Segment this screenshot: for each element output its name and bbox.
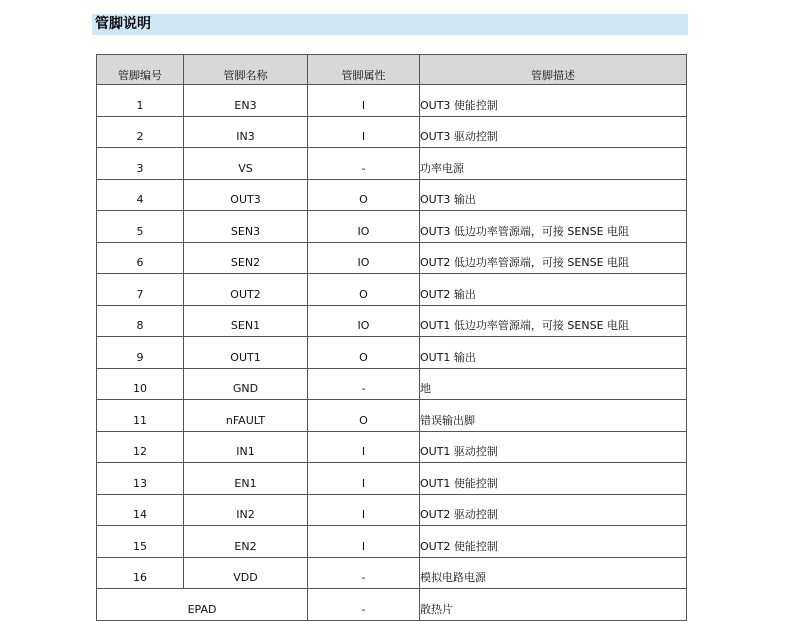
table-row	[97, 179, 687, 211]
table-row	[97, 400, 687, 432]
section-header-bar	[92, 14, 688, 35]
pin-name-cell: VS	[184, 148, 308, 180]
table-row	[97, 242, 687, 274]
table-body	[97, 85, 687, 621]
pin-type-cell: I	[308, 494, 420, 526]
table-row	[97, 494, 687, 526]
pin-name-cell: SEN3	[184, 211, 308, 243]
pin-number-cell: 4	[97, 179, 184, 211]
pin-type-cell: O	[308, 337, 420, 369]
pin-name-cell: GND	[184, 368, 308, 400]
pin-description-cell: OUT2 输出	[420, 274, 687, 306]
pin-description-cell: OUT1 使能控制	[420, 463, 687, 495]
pin-name-cell: IN1	[184, 431, 308, 463]
pin-description-cell: OUT1 驱动控制	[420, 431, 687, 463]
pin-number-cell: 9	[97, 337, 184, 369]
table-row	[97, 337, 687, 369]
table-row	[97, 85, 687, 117]
pin-number-cell: 14	[97, 494, 184, 526]
pin-name-cell: IN2	[184, 494, 308, 526]
section-title: 管脚说明	[95, 16, 151, 32]
pin-type-cell: I	[308, 116, 420, 148]
pin-description-cell: OUT3 输出	[420, 179, 687, 211]
table-row	[97, 305, 687, 337]
header-pin-description: 管脚描述	[420, 55, 687, 85]
pin-name-cell: OUT2	[184, 274, 308, 306]
pin-description-cell: 模拟电路电源	[420, 557, 687, 589]
pin-name-cell: SEN2	[184, 242, 308, 274]
table-header-row	[97, 55, 687, 85]
table-row	[97, 116, 687, 148]
pin-description-cell: OUT1 输出	[420, 337, 687, 369]
pin-description-cell: OUT2 使能控制	[420, 526, 687, 558]
pin-number-cell: 13	[97, 463, 184, 495]
table-row	[97, 526, 687, 558]
pin-description-cell: OUT1 低边功率管源端，可接 SENSE 电阻	[420, 305, 687, 337]
pin-description-cell: 散热片	[420, 589, 687, 621]
pin-type-cell: I	[308, 526, 420, 558]
pin-name-cell: OUT3	[184, 179, 308, 211]
header-pin-number: 管脚编号	[97, 55, 184, 85]
pin-description-table	[96, 54, 687, 621]
table-row	[97, 148, 687, 180]
table-row	[97, 463, 687, 495]
pin-number-cell: 16	[97, 557, 184, 589]
pin-number-cell: 11	[97, 400, 184, 432]
pin-description-cell: OUT3 低边功率管源端，可接 SENSE 电阻	[420, 211, 687, 243]
pin-description-cell: OUT2 低边功率管源端，可接 SENSE 电阻	[420, 242, 687, 274]
pin-type-cell: -	[308, 589, 420, 621]
pin-type-cell: -	[308, 557, 420, 589]
pin-name-cell: EN2	[184, 526, 308, 558]
pin-description-cell: OUT3 使能控制	[420, 85, 687, 117]
pin-name-cell: IN3	[184, 116, 308, 148]
pin-number-cell: 12	[97, 431, 184, 463]
pin-type-cell: -	[308, 368, 420, 400]
pin-number-cell: 1	[97, 85, 184, 117]
pin-type-cell: IO	[308, 242, 420, 274]
table-row	[97, 557, 687, 589]
table-row	[97, 431, 687, 463]
pin-number-cell: 3	[97, 148, 184, 180]
pin-number-cell: 8	[97, 305, 184, 337]
pin-type-cell: O	[308, 179, 420, 211]
table-row	[97, 274, 687, 306]
pin-type-cell: IO	[308, 305, 420, 337]
pin-number-cell: 7	[97, 274, 184, 306]
pin-name-cell: EN1	[184, 463, 308, 495]
header-pin-type: 管脚属性	[308, 55, 420, 85]
pin-number-cell: 2	[97, 116, 184, 148]
pin-type-cell: O	[308, 274, 420, 306]
pin-number-cell: 15	[97, 526, 184, 558]
table-row-epad	[97, 589, 687, 621]
pin-type-cell: O	[308, 400, 420, 432]
pin-description-cell: OUT2 驱动控制	[420, 494, 687, 526]
pin-name-cell: VDD	[184, 557, 308, 589]
pin-type-cell: I	[308, 431, 420, 463]
pin-name-cell: EN3	[184, 85, 308, 117]
pin-name-cell: SEN1	[184, 305, 308, 337]
header-pin-name: 管脚名称	[184, 55, 308, 85]
pin-name-cell: OUT1	[184, 337, 308, 369]
pin-number-cell: 6	[97, 242, 184, 274]
pin-type-cell: I	[308, 463, 420, 495]
pin-description-cell: 地	[420, 368, 687, 400]
epad-name-cell: EPAD	[97, 589, 308, 621]
pin-name-cell: nFAULT	[184, 400, 308, 432]
pin-type-cell: -	[308, 148, 420, 180]
table-row	[97, 211, 687, 243]
pin-type-cell: IO	[308, 211, 420, 243]
pin-description-cell: 错误输出脚	[420, 400, 687, 432]
pin-number-cell: 10	[97, 368, 184, 400]
pin-number-cell: 5	[97, 211, 184, 243]
pin-description-cell: 功率电源	[420, 148, 687, 180]
table-row	[97, 368, 687, 400]
pin-type-cell: I	[308, 85, 420, 117]
pin-description-cell: OUT3 驱动控制	[420, 116, 687, 148]
